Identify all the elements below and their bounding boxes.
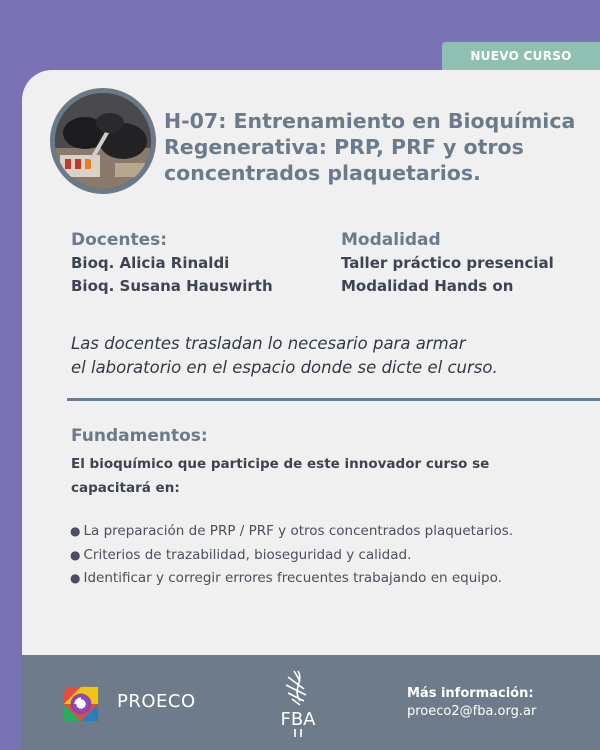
bullet-icon: ● (70, 571, 81, 585)
contact-email-link[interactable]: proeco2@fba.org.ar (407, 704, 537, 719)
note-line: Las docentes trasladan lo necesario para armar (71, 334, 466, 353)
course-title: H-07: Entrenamiento en Bioquímica Regenerativa: PRP, PRF y otros concentrados plaquetarios. (164, 109, 576, 185)
lab-photo (50, 88, 156, 194)
logistics-note (71, 332, 591, 380)
fundamentos-heading: Fundamentos: (71, 426, 208, 446)
info-label: Más información: (407, 686, 534, 701)
list-item (70, 544, 513, 568)
fba-wordmark: FBA (280, 709, 316, 730)
docentes-heading: Docentes: (71, 230, 168, 250)
fundamentos-list (70, 520, 513, 591)
note-line: el laboratorio en el espacio donde se dicte el curso. (71, 358, 498, 377)
list-item (70, 520, 513, 544)
list-item-text: La preparación de PRP / PRF y otros concentrados plaquetarios. (83, 523, 514, 539)
proeco-logo-icon (62, 685, 100, 723)
docente-name: Bioq. Susana Hauswirth (71, 277, 273, 295)
bullet-icon: ● (70, 524, 81, 538)
modalidad-heading: Modalidad (341, 230, 441, 250)
bullet-icon: ● (70, 547, 81, 562)
gloved-hands-image (55, 93, 151, 189)
footer-bar (22, 655, 600, 750)
new-course-badge: NUEVO CURSO (442, 42, 600, 70)
docente-name: Bioq. Alicia Rinaldi (71, 254, 230, 272)
list-item-text: Criterios de trazabilidad, bioseguridad y calidad. (83, 546, 412, 563)
intro-line: capacitará en: (71, 480, 180, 496)
course-card (22, 70, 600, 655)
list-item-text: Identificar y corregir errores frecuentes trabajando en equipo. (83, 570, 502, 586)
section-divider (67, 398, 600, 401)
fba-logo-icon (274, 667, 322, 739)
proeco-wordmark: PROECO (117, 691, 196, 712)
intro-line: El bioquímico que participe de este innovador curso se (71, 456, 490, 472)
fundamentos-intro (71, 452, 551, 500)
modalidad-line: Taller práctico presencial (341, 254, 554, 272)
modalidad-line: Modalidad Hands on (341, 277, 514, 295)
list-item (70, 567, 513, 591)
